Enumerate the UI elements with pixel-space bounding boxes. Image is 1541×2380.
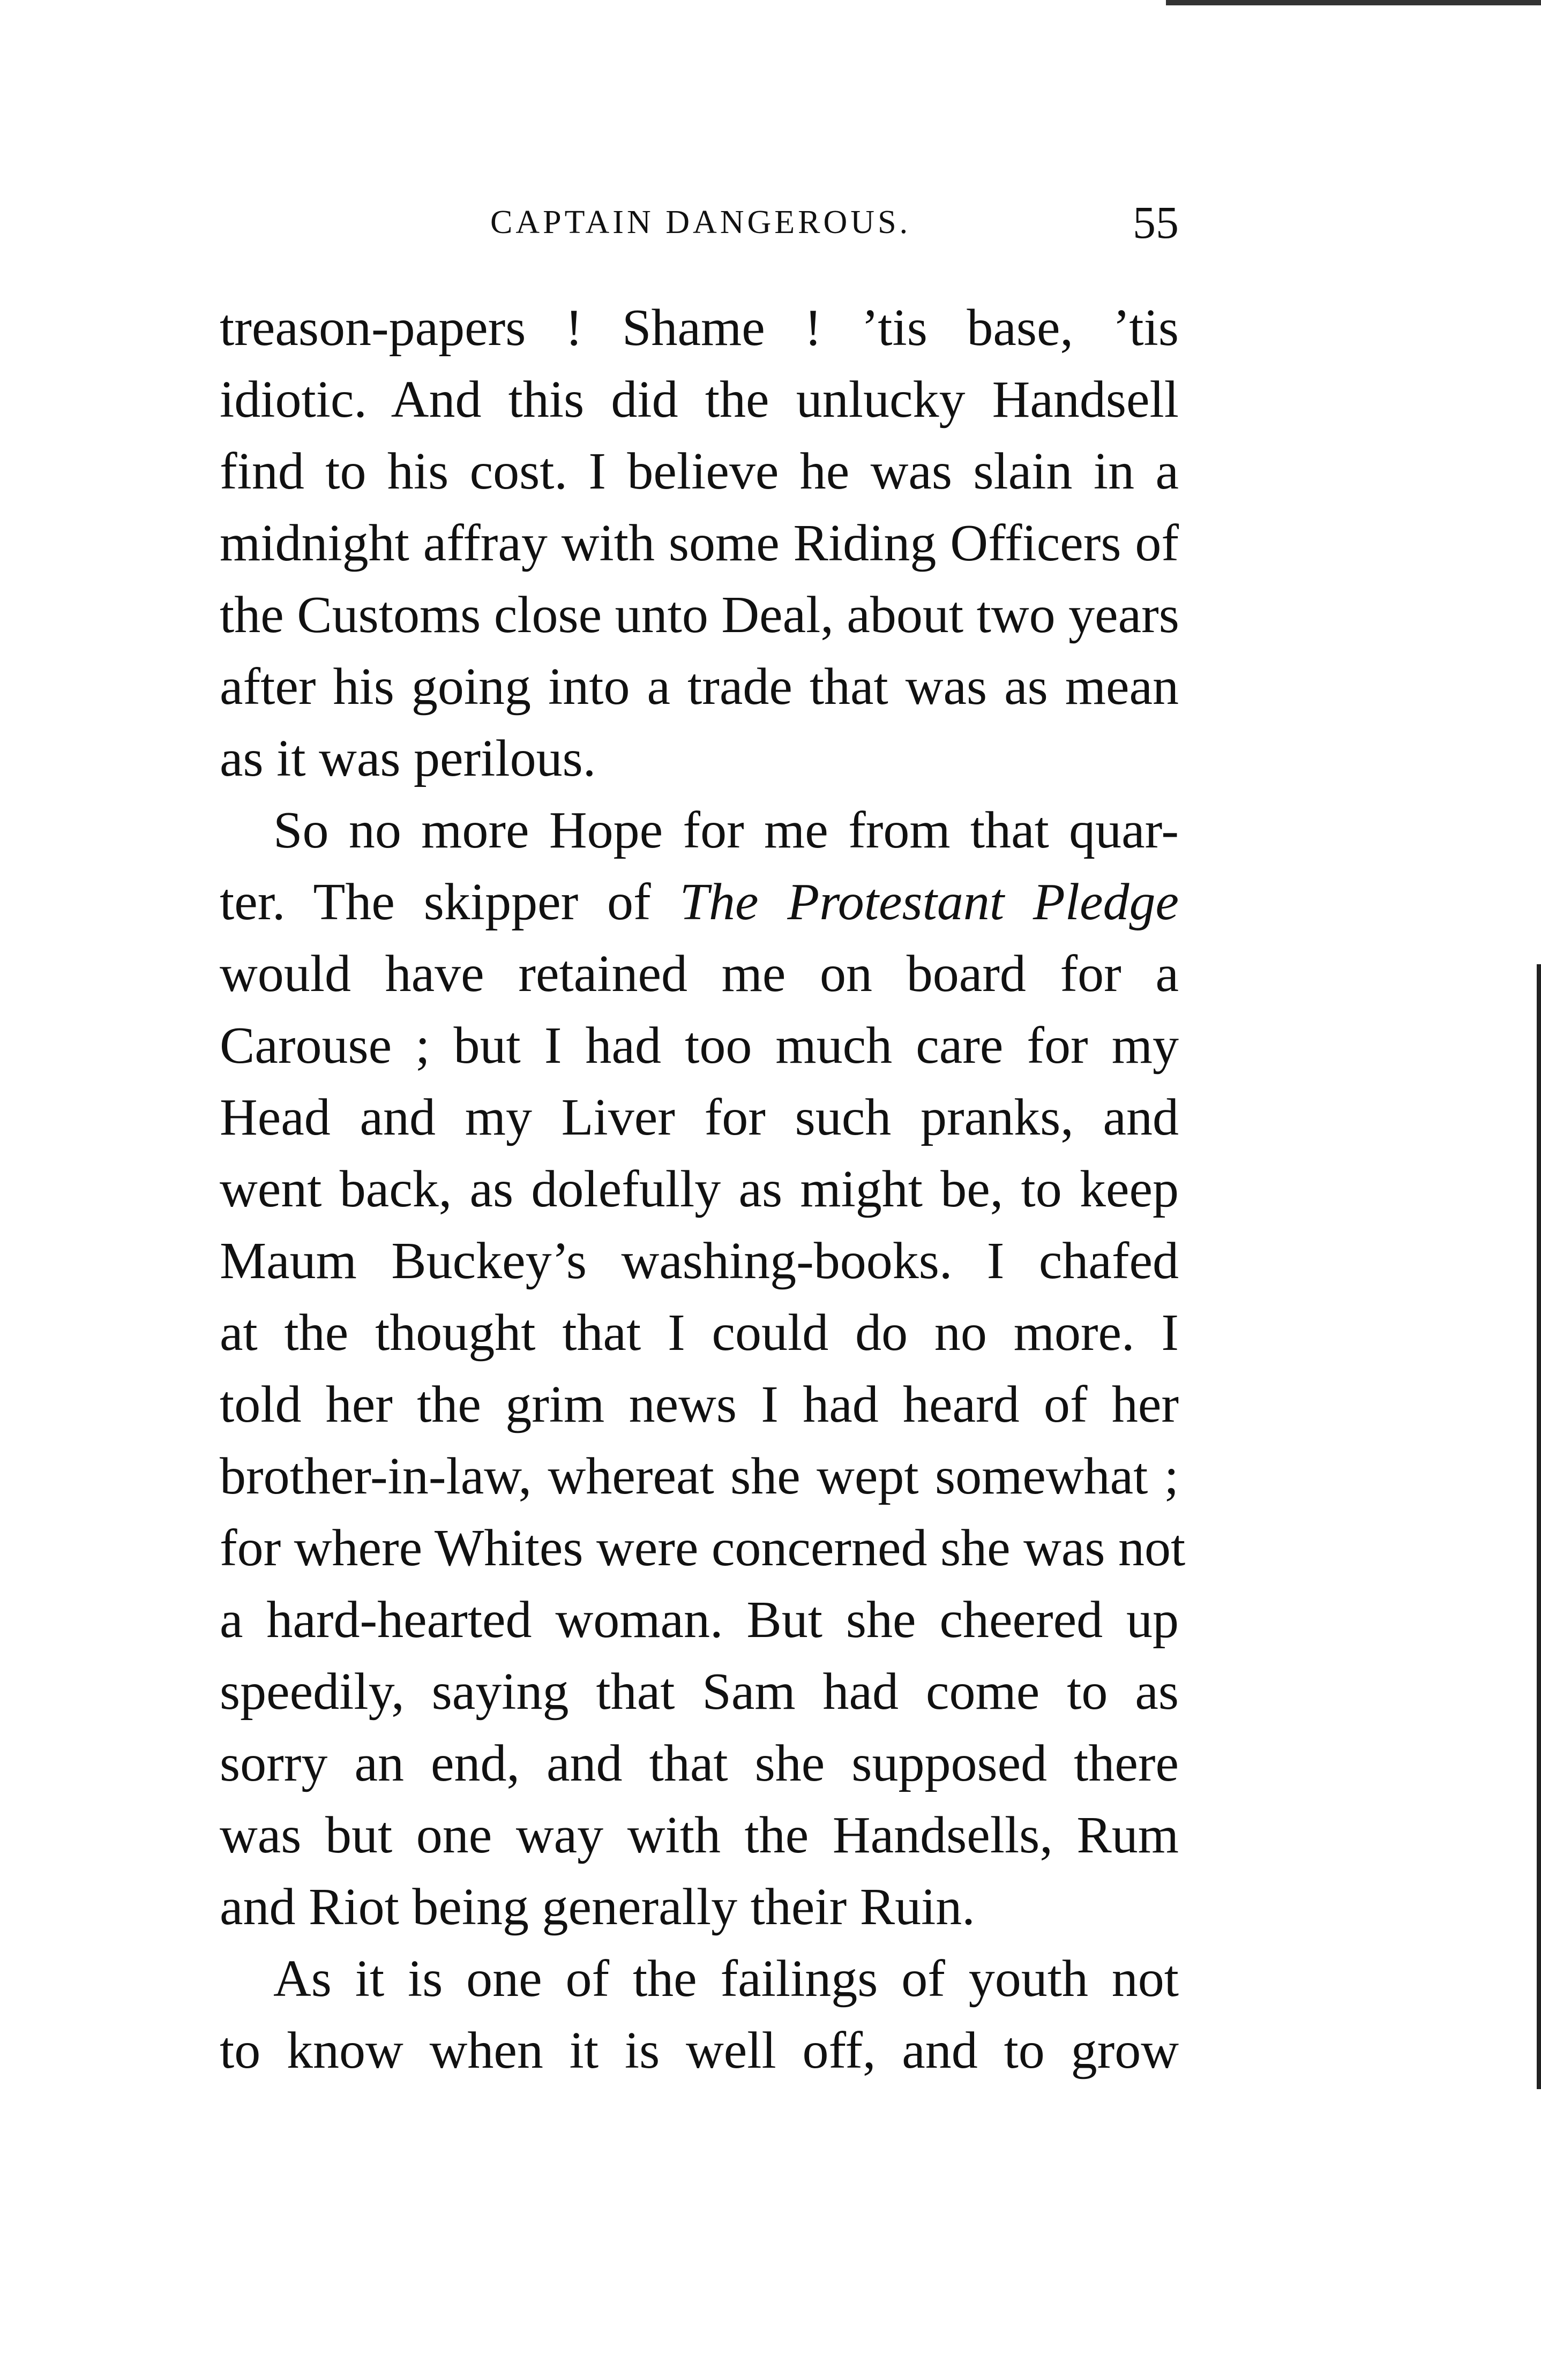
text-line: speedily, saying that Sam had come to as xyxy=(220,1663,1179,1721)
text-line: would have retained me on board for a xyxy=(220,945,1179,1003)
text-line: went back, as dolefully as might be, to keep xyxy=(220,1160,1179,1218)
text-line: find to his cost. I believe he was slain in a xyxy=(220,442,1179,500)
text-line: was but one way with the Handsells, Rum xyxy=(220,1806,1179,1864)
text-line: So no more Hope for me from that quar- xyxy=(273,801,1179,859)
scan-edge-mark-top xyxy=(1166,0,1541,5)
page-number: 55 xyxy=(1133,197,1179,248)
text-line: Maum Buckey’s washing-books. I chafed xyxy=(220,1232,1179,1290)
text-line: midnight affray with some Riding Officers of xyxy=(220,514,1179,572)
running-head xyxy=(220,198,1179,246)
text-line: told her the grim news I had heard of her xyxy=(220,1376,1179,1433)
ship-name: The Protestant Pledge xyxy=(679,873,1179,931)
scan-edge-mark-right xyxy=(1537,964,1541,2089)
text-line: Carouse ; but I had too much care for my xyxy=(220,1017,1179,1075)
text-line: As it is one of the failings of youth not xyxy=(273,1950,1179,2008)
text-line: and Riot being generally their Ruin. xyxy=(220,1878,975,1936)
text-line: at the thought that I could do no more. I xyxy=(220,1304,1179,1362)
text-span: ter. The skipper of xyxy=(220,873,680,931)
text-line: as it was perilous. xyxy=(220,730,596,787)
text-line: the Customs close unto Deal, about two years xyxy=(220,586,1179,644)
text-line: a hard-hearted woman. But she cheered up xyxy=(220,1591,1179,1649)
text-line: to know when it is well off, and to grow xyxy=(220,2022,1179,2079)
text-line: Head and my Liver for such pranks, and xyxy=(220,1088,1179,1146)
text-line: sorry an end, and that she supposed there xyxy=(220,1735,1179,1792)
body-text xyxy=(220,292,1186,2086)
text-line: brother-in-law, whereat she wept somewhat ; xyxy=(220,1447,1179,1505)
text-line xyxy=(220,866,1179,938)
running-title: CAPTAIN DANGEROUS. xyxy=(490,204,911,241)
text-line: after his going into a trade that was as mean xyxy=(220,658,1179,716)
text-line: for where Whites were concerned she was not xyxy=(220,1519,1186,1577)
text-line: treason-papers ! Shame ! ’tis base, ’tis xyxy=(220,299,1179,357)
text-line: idiotic. And this did the unlucky Handsell xyxy=(220,371,1179,429)
